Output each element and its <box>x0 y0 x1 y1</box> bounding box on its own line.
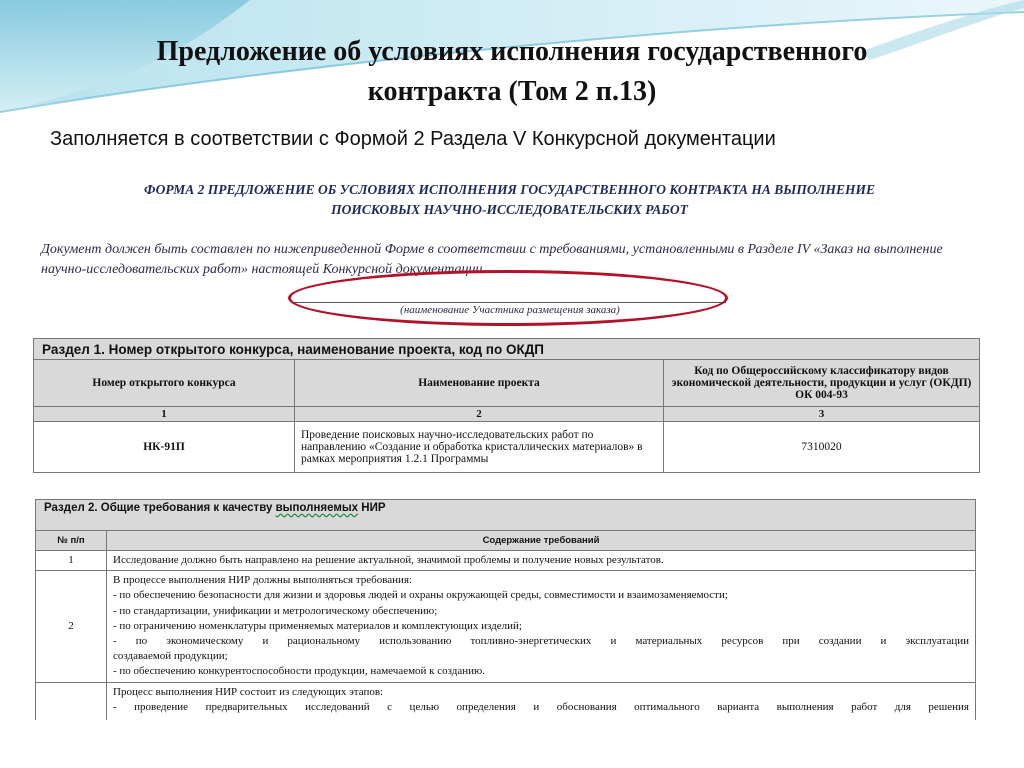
requirement-line: В процессе выполнения НИР должны выполняться требования: <box>113 574 413 587</box>
requirement-cell <box>107 551 976 571</box>
requirement-line: Процесс выполнения НИР состоит из следующих этапов: <box>113 685 384 698</box>
requirement-line: Исследование должно быть направлено на решение актуальной, значимой проблемы и получение новых результатов. <box>113 554 664 566</box>
document-scan <box>29 170 990 720</box>
form-title <box>29 180 990 220</box>
requirement-line: - по обеспечению конкурентоспособности продукции, намечаемой к созданию. <box>113 665 486 678</box>
section-2-table <box>35 499 976 720</box>
slide-title-line-2: контракта (Том 2 п.13) <box>367 76 657 107</box>
form-title-line-1: ФОРМА 2 ПРЕДЛОЖЕНИЕ ОБ УСЛОВИЯХ ИСПОЛНЕНИЯ ГОСУДАРСТВЕННОГО КОНТРАКТА НА ВЫПОЛНЕНИЕ <box>143 182 876 197</box>
table-row <box>36 682 976 720</box>
participant-name-caption: (наименование Участника размещения заказа) <box>400 304 620 316</box>
section-1-title: Раздел 1. Номер открытого конкурса, наименование проекта, код по ОКДП <box>34 339 980 360</box>
requirement-line: - по ограничению номенклатуры применяемых материалов и комплектующих изделий; <box>113 619 522 632</box>
slide-subtitle: Заполняется в соответствии с Формой 2 Раздела V Конкурсной документации <box>50 128 776 150</box>
requirement-line: - по обеспечению безопасности для жизни и здоровья людей и охраны окружающей среды, совместимости и взаимозаменяемости; <box>113 589 728 602</box>
row-number <box>36 682 107 720</box>
header-row-number: № п/п <box>36 531 107 551</box>
header-project-name: Наименование проекта <box>295 360 664 407</box>
header-contest-number: Номер открытого конкурса <box>34 360 295 407</box>
requirement-cell <box>107 571 976 682</box>
column-number: 2 <box>295 407 664 422</box>
table-row <box>36 551 976 571</box>
header-okdp-code: Код по Общероссийскому классификатору видов экономической деятельности, продукции и услуг (ОКДП) ОК 004-93 <box>664 360 980 407</box>
okdp-code-cell: 7310020 <box>664 422 980 473</box>
requirement-line: - по стандартизации, унификации и метрологическому обеспечению; <box>113 604 438 617</box>
requirement-line: - проведение предварительных исследований с целью определения и обоснования оптимального варианта выполнения работ для решения <box>113 700 969 713</box>
row-number: 1 <box>36 551 107 571</box>
requirement-cell <box>107 682 976 720</box>
requirement-line: создаваемой продукции; <box>113 650 228 663</box>
section-2-title-suffix: НИР <box>358 502 386 514</box>
row-number: 2 <box>36 571 107 682</box>
slide-title-line-1: Предложение об условиях исполнения государственного <box>156 36 868 67</box>
table-row <box>36 571 976 682</box>
header-requirements: Содержание требований <box>107 531 976 551</box>
column-number: 3 <box>664 407 980 422</box>
form-title-line-2: ПОИСКОВЫХ НАУЧНО-ИССЛЕДОВАТЕЛЬСКИХ РАБОТ <box>331 202 688 217</box>
highlight-oval <box>288 270 728 326</box>
section-2-title-underlined: выполняемых <box>275 502 359 514</box>
section-1-table <box>33 338 980 473</box>
form-note: Документ должен быть составлен по нижеприведенной Форме в соответствии с требованиями, установленными в Разделе IV «Заказ на выполнение научно-исследовательских работ» настоящей Конкурсной документации. <box>41 242 943 277</box>
column-number: 1 <box>34 407 295 422</box>
slide-title <box>60 32 964 112</box>
section-2-title-prefix: Раздел 2. Общие требования к качеству <box>44 502 276 514</box>
section-2-title <box>36 500 976 531</box>
requirement-line: - по экономическому и рациональному использованию топливно-энергетических и материальных ресурсов при создании и эксплуатации <box>113 635 969 648</box>
project-name-cell: Проведение поисковых научно-исследовательских работ по направлению «Создание и обработка кристаллических материалов» в рамках мероприятия 1.2.1 Программы <box>295 422 664 473</box>
contest-number-cell: НК-91П <box>34 422 295 473</box>
